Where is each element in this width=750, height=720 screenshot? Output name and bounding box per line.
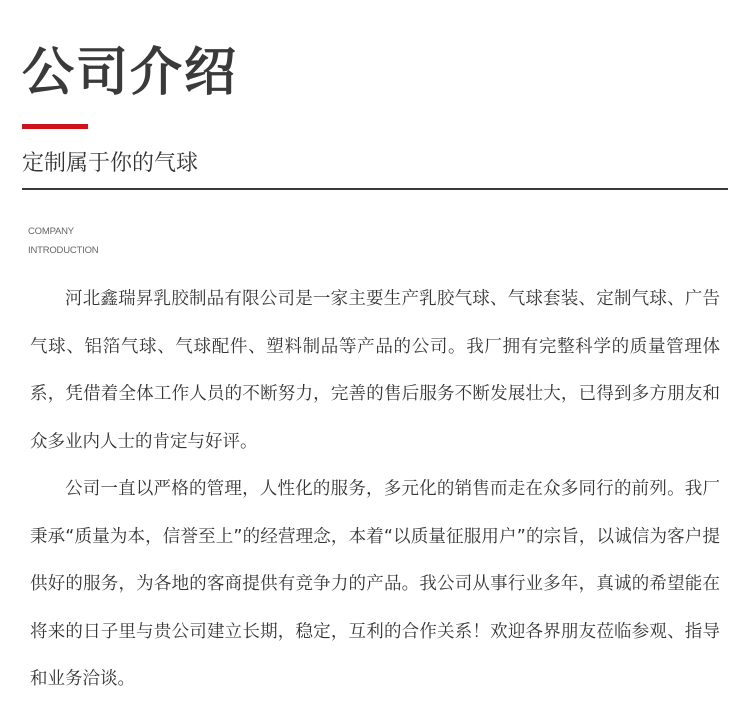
english-label-line1: COMPANY — [28, 226, 74, 237]
english-label-line2: INTRODUCTION — [28, 245, 99, 256]
title-accent-bar — [22, 124, 88, 129]
company-introduction-text — [30, 276, 720, 704]
page-title: 公司介绍 — [22, 43, 239, 103]
english-section-label — [28, 222, 98, 260]
intro-paragraph-1: 河北鑫瑞昇乳胶制品有限公司是一家主要生产乳胶气球、气球套装、定制气球、广告气球、铝箔气球、气球配件、塑料制品等产品的公司。我厂拥有完整科学的质量管理体系，凭借着全体工作人员的不断努力，完善的售后服务不断发展壮大，已得到多方朋友和众多业内人士的肯定与好评。 — [30, 289, 720, 452]
page-subtitle: 定制属于你的气球 — [22, 151, 199, 176]
header-divider — [22, 188, 728, 190]
intro-paragraph-2: 公司一直以严格的管理，人性化的服务，多元化的销售而走在众多同行的前列。我厂秉承“质量为本，信誉至上”的经营理念，本着“以质量征服用户”的宗旨，以诚信为客户提供好的服务，为各地的客商提供有竞争力的产品。我公司从事行业多年，真诚的希望能在将来的日子里与贵公司建立长期，稳定，互利的合作关系！欢迎各界朋友莅临参观、指导和业务洽谈。 — [30, 479, 720, 689]
